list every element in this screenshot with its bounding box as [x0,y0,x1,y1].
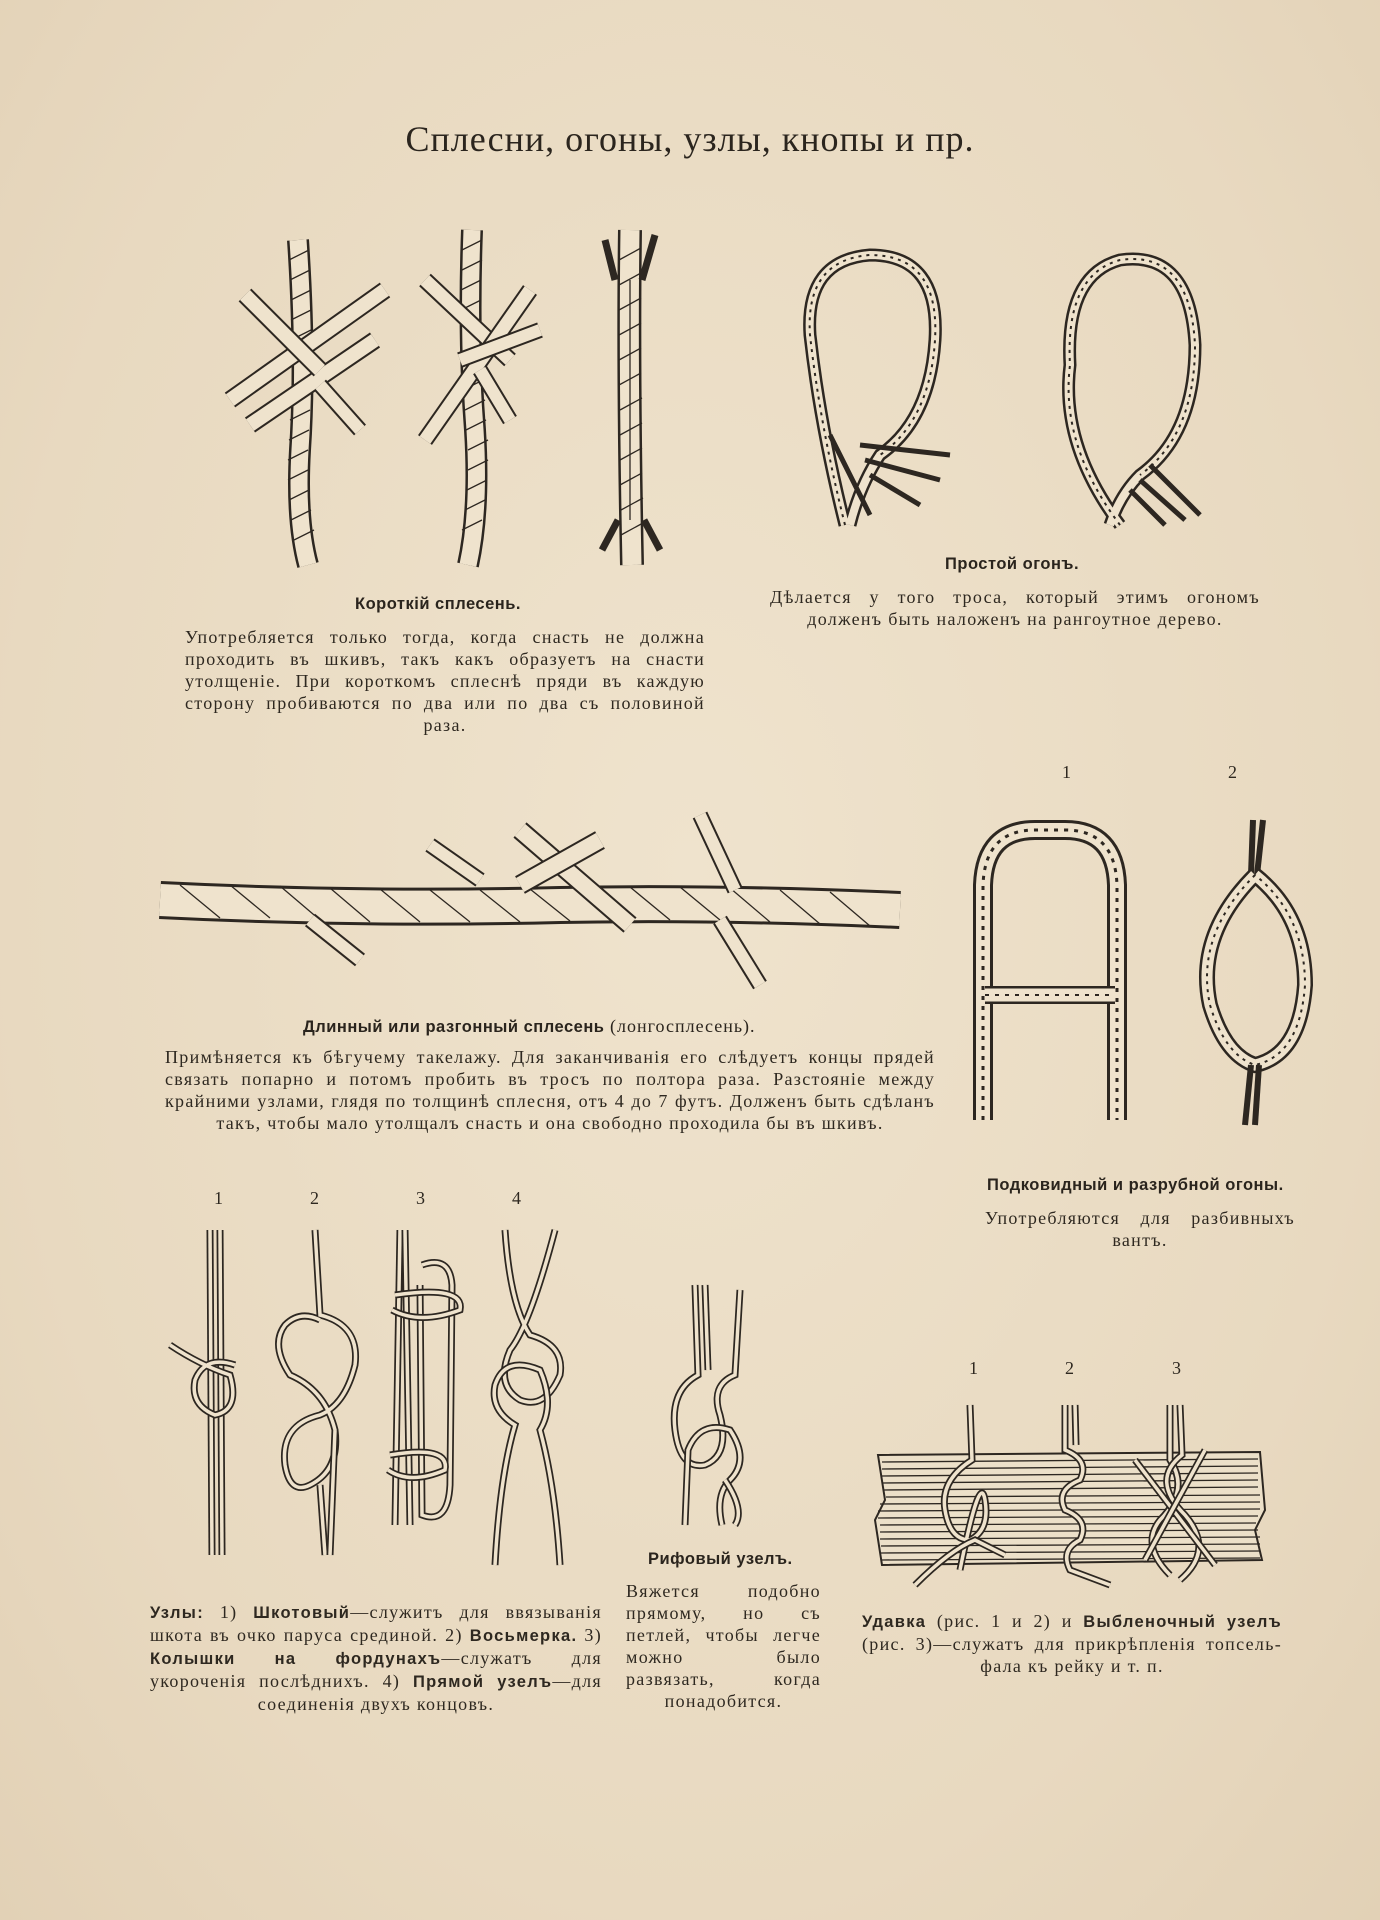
knots-caption [150,1601,602,1715]
sheepshank-figure [388,1230,460,1525]
hitches-caption [862,1610,1282,1677]
figure-eight-figure [279,1230,356,1555]
simple-eye-heading: Простой огонъ. [945,555,1080,573]
long-splice-text: Примѣняется къ бѣгучему такелажу. Для заканчиванія его слѣдуетъ концы прядей связать попарно и потомъ пробить въ тросъ по полтора раза. Разстояніе между крайними узлами, глядя по толщинѣ сплесня, отъ 4 до 7 футъ. Долженъ быть сдѣланъ такъ, чтобы мало утолщалъ снасть и она свободно проходила бы въ шкивъ. [165,1047,935,1133]
simple-eye-figure-2 [1069,259,1200,525]
knot-name-sheet-bend: Шкотовый [253,1604,351,1622]
reef-knot-text: Вяжется подобно прямому, но съ петлей, чтобы легче можно было развязать, когда понадобится. [626,1581,821,1711]
short-splice-heading: Короткій сплесень. [355,595,521,613]
hitch-number-3: 3 [1172,1358,1181,1378]
short-splice-text: Употребляется только тогда, когда снасть не должна проходить въ шкивъ, такъ какъ образуетъ на снасти утолщеніе. При короткомъ сплеснѣ пряди въ каждую сторону пробиваются по два или по два съ половиной раза. [185,627,705,735]
hitch-name-clove: Выбленочный узелъ [1083,1613,1282,1631]
hitches-text-2: (рис. 3)—служатъ для прикрѣпленія топсель-фала къ рейку и т. п. [862,1634,1282,1676]
horseshoe-eye-illustration [965,815,1320,1135]
knot-number-1: 1 [214,1188,223,1208]
knots-text-1: 1) [204,1602,254,1622]
knots-text-2: —служитъ для ввязыванія шкота въ очко паруса срединой. 2) [150,1602,602,1645]
short-splice-illustration [210,220,680,580]
horseshoe-figure-number-2: 2 [1228,762,1237,782]
knot-name-sheepshank: Колышки на фордунахъ [150,1650,442,1668]
simple-eye-text: Дѣлается у того троса, который этимъ огономъ долженъ быть наложенъ на рангоутное дерево. [770,587,1260,629]
hitch-number-1: 1 [969,1358,978,1378]
knots-text-4: —служатъ для укороченія послѣднихъ. 4) [150,1648,602,1691]
short-splice-figure-3 [602,230,660,565]
knot-number-4: 4 [512,1188,521,1208]
knots-text-3: 3) [577,1625,602,1645]
long-splice-illustration [160,810,910,1000]
horseshoe-eye-figure [983,830,1117,1120]
split-eye-figure [1207,820,1305,1125]
page-title: Сплесни, огоны, узлы, кнопы и пр. [405,119,975,159]
long-splice-heading-extra: (лонгосплесень). [604,1016,756,1036]
simple-eye-figure-1 [810,255,950,525]
square-knot-figure [494,1230,560,1565]
knot-name-figure-eight: Восьмерка. [469,1627,578,1645]
long-splice-heading-line [303,1016,756,1037]
knot-name-square-knot: Прямой узелъ [413,1673,553,1691]
knots-text-5: —для соединенія двухъ концовъ. [257,1671,602,1714]
reef-knot-heading: Рифовый узелъ. [648,1550,793,1568]
short-splice-figure-2 [425,230,540,565]
hitches-text-1: (рис. 1 и 2) и [926,1611,1084,1631]
hitch-number-2: 2 [1065,1358,1074,1378]
long-splice-heading: Длинный или разгонный сплесень [303,1018,605,1036]
knots-illustration [160,1225,580,1575]
sheet-bend-figure [170,1230,235,1555]
hitches-illustration [870,1400,1270,1590]
hitch-name-timber: Удавка [862,1613,927,1631]
knot-number-3: 3 [416,1188,425,1208]
horseshoe-heading: Подковидный и разрубной огоны. [987,1176,1284,1194]
simple-eye-illustration [790,245,1220,535]
horseshoe-text: Употребляются для разбивныхъ вантъ. [985,1208,1295,1250]
reef-knot-illustration [660,1280,760,1530]
knot-number-2: 2 [310,1188,319,1208]
short-splice-figure-1 [230,240,385,565]
knots-label: Узлы: [150,1604,204,1622]
horseshoe-figure-number-1: 1 [1062,762,1071,782]
